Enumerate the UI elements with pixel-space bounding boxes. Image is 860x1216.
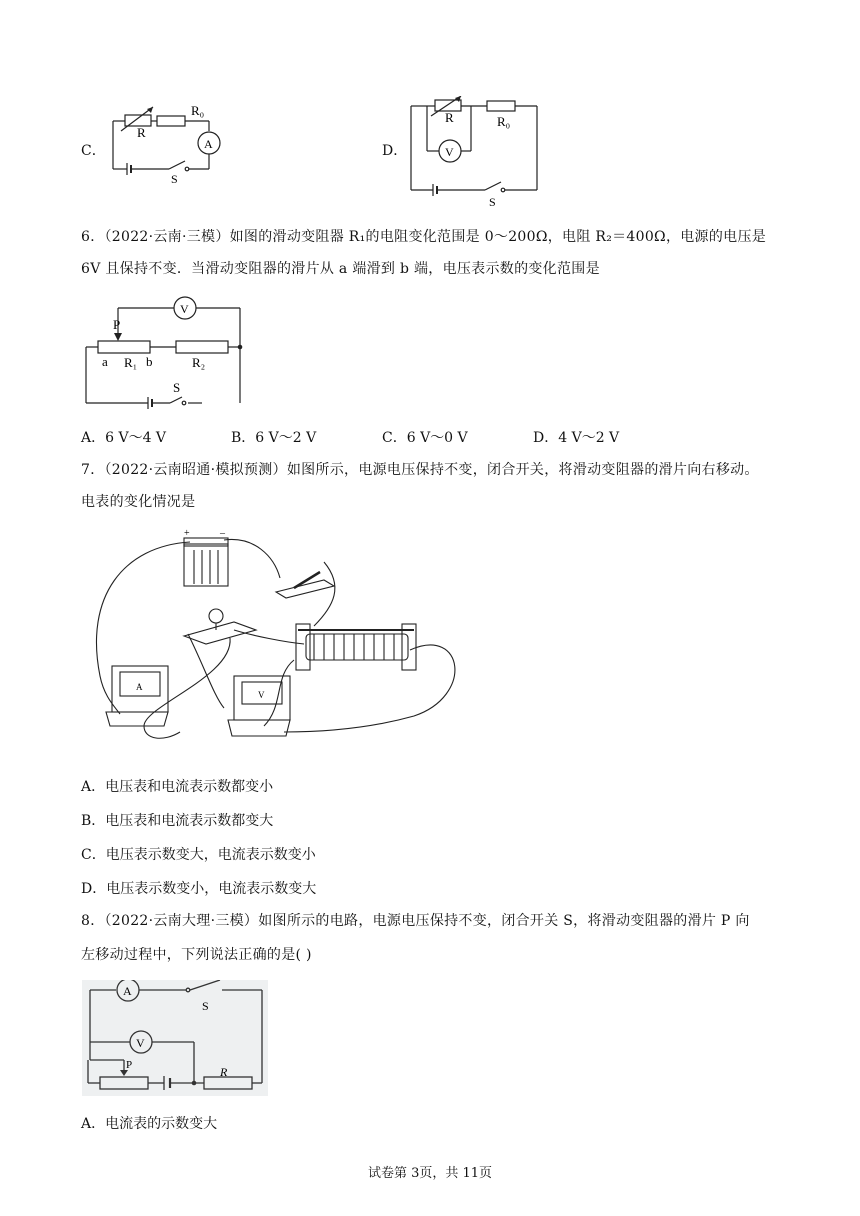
q7-voltmeter-label: V — [258, 690, 265, 700]
q6-circuit — [84, 291, 244, 411]
q8-voltmeter-label: V — [136, 1036, 145, 1050]
q6-option-d: D．4 V～2 V — [533, 430, 620, 446]
q6-stem-line2: 6V 且保持不变．当滑动变阻器的滑片从 a 端滑到 b 端，电压表示数的变化范围是 — [81, 261, 600, 277]
q6-stem-line1: 6．（2022·云南·三模）如图的滑动变阻器 R₁的电阻变化范围是 0～200Ω，电阻 R₂＝400Ω，电源的电压是 — [81, 229, 767, 245]
q5d-switch-label: S — [489, 195, 496, 208]
q5d-r-label: R — [445, 110, 454, 125]
q5c-r0-label: R₀ — [191, 103, 205, 118]
q7-ammeter-label: A — [136, 682, 143, 692]
q6-option-c: C．6 V～0 V — [382, 430, 468, 446]
q6-option-b: B．6 V～2 V — [231, 430, 317, 446]
q6-end-b-label: b — [146, 354, 153, 369]
q8-switch-label: S — [202, 999, 209, 1013]
q6-r2-label: R₂ — [192, 355, 206, 370]
q8-slider-p-label: P — [126, 1059, 133, 1071]
q5c-r-label: R — [137, 125, 146, 140]
q5-option-d-label: D． — [382, 143, 408, 159]
q5-circuit-d — [405, 96, 545, 208]
q8-stem-line2: 左移动过程中，下列说法正确的是( ) — [81, 947, 312, 963]
q7-option-b: B．电压表和电流表示数都变大 — [81, 813, 274, 829]
q5c-switch-label: S — [171, 172, 178, 183]
q7-option-d: D．电压表示数变小，电流表示数变大 — [81, 881, 317, 897]
svg-text:–: – — [220, 528, 225, 539]
q7-stem-line1: 7．（2022·云南昭通·模拟预测）如图所示，电源电压保持不变，闭合开关，将滑动变阻器的滑片向右移动。 — [81, 462, 759, 478]
svg-text:+: + — [184, 528, 190, 539]
q5-option-c-label: C． — [81, 143, 106, 159]
q8-resistor-label: R — [220, 1065, 228, 1079]
q7-stem-line2: 电表的变化情况是 — [81, 494, 196, 510]
q8-stem-line1: 8．（2022·云南大理·三模）如图所示的电路，电源电压保持不变，闭合开关 S，将滑动变阻器的滑片 P 向 — [81, 913, 750, 929]
q8-option-a: A．电流表的示数变大 — [81, 1116, 218, 1132]
q8-circuit — [82, 980, 268, 1096]
page-footer: 试卷第 3页，共 11页 — [367, 1166, 493, 1181]
q6-option-a: A．6 V～4 V — [81, 430, 167, 446]
q6-slider-p-label: P — [113, 317, 121, 332]
q5-circuit-c — [105, 103, 245, 183]
q6-r1-label: R₁ — [124, 355, 138, 370]
q7-apparatus-figure — [84, 526, 464, 746]
q7-option-c: C．电压表示数变大，电流表示数变小 — [81, 847, 316, 863]
q5d-voltmeter-label: V — [445, 145, 454, 159]
q6-voltmeter-label: V — [180, 302, 189, 316]
q5d-r0-label: R₀ — [497, 114, 511, 129]
q7-option-a: A．电压表和电流表示数都变小 — [81, 779, 274, 795]
q6-end-a-label: a — [102, 354, 108, 369]
q5c-ammeter-label: A — [204, 137, 213, 151]
q8-ammeter-label: A — [123, 984, 132, 998]
q6-switch-label: S — [173, 380, 181, 395]
